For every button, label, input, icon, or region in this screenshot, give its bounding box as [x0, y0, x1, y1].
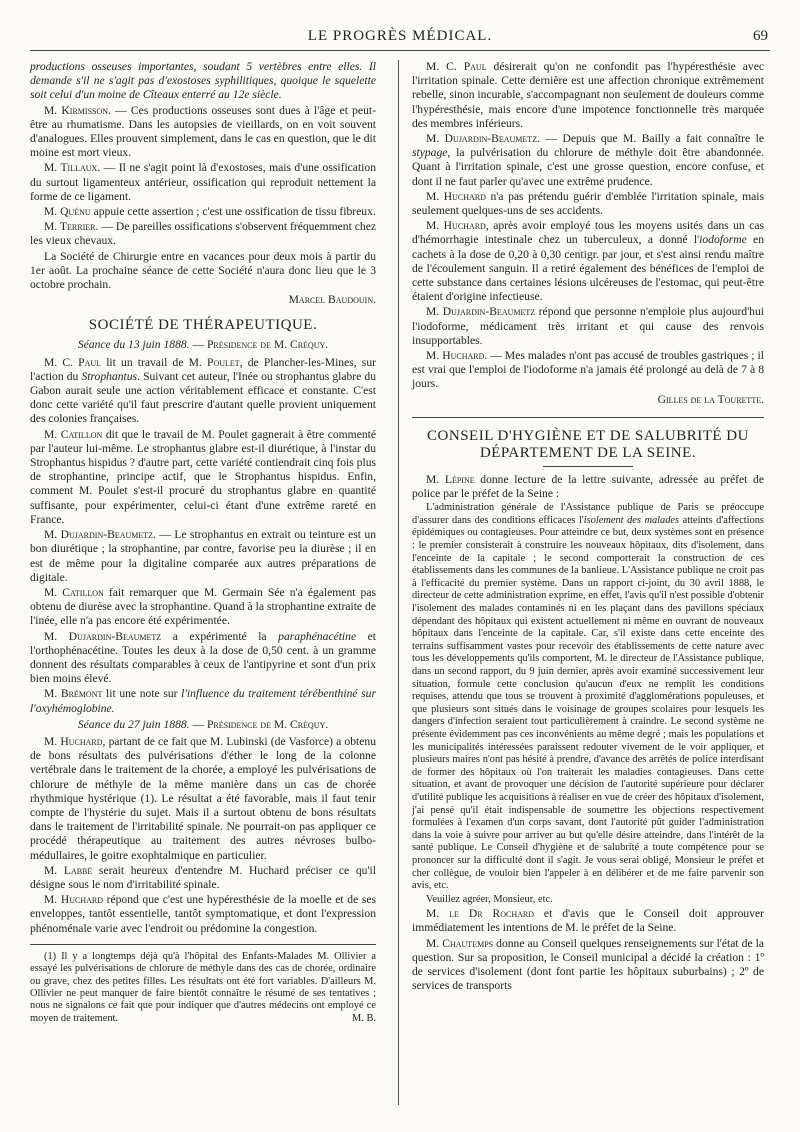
- paragraph: [30, 60, 376, 103]
- speaker-name: M. Chautemps: [426, 936, 494, 950]
- paragraph: [30, 528, 376, 585]
- speaker-name: M. Quénu: [44, 205, 91, 219]
- paragraph: [30, 250, 376, 293]
- speaker-name: M. Dujardin-Beaumetz: [426, 305, 536, 319]
- paragraph: [412, 907, 764, 935]
- running-head: [30, 28, 770, 51]
- meeting-president: — Présidence de M. Créquy.: [189, 338, 329, 352]
- speaker-name: M. Terrier.: [44, 220, 99, 234]
- right-column: [412, 60, 764, 995]
- paragraph-text: donne lecture de la lettre suivante, adressée au préfet de police par le préfet de la Seine :: [412, 472, 764, 501]
- journal-title: LE PROGRÈS MÉDICAL.: [307, 28, 493, 44]
- speaker-name: M. Lépine: [426, 472, 475, 486]
- footnote: [30, 951, 376, 1025]
- meeting-president: — Présidence de M. Créquy.: [189, 717, 329, 731]
- quoted-letter: [412, 502, 764, 906]
- paragraph-text: donne au Conseil quelques renseignements sur l'état de la question. Sur sa proposition, le Conseil municipal a décidé la création : 1º de services d'isolement (dont font partie les hôpitaux suburbains) ; 2º de services de transports: [412, 936, 765, 993]
- paragraph: [30, 220, 376, 248]
- paragraph: [412, 305, 764, 348]
- paragraph-text: , de Plancher-les-Mines, sur l'action du: [30, 355, 376, 383]
- paragraph-text: La Société de Chirurgie entre en vacances pour deux mois à partir du 1er août. La prochaine séance de cette Société n'aura donc lieu que le 3 octobre prochain.: [30, 249, 376, 292]
- paragraph: [412, 60, 764, 131]
- emphasis: isolement des malades: [583, 514, 680, 526]
- meeting-heading: [30, 718, 376, 732]
- speaker-name: M. Dujardin-Beaumetz.: [426, 132, 540, 146]
- paragraph-text: dit que le travail de M. Poulet gagnerait à être commenté par l'auteur lui-même. Le strophantus glabre est-il diurétique, à l'instar du Strophantus hispidus ? d'autre part, cette variété contiendrait cinq fois plus de strophantine, principe actif, que le Strophantus hispidus. Enfin, comment M. Poulet s'est-il procuré du strophantus glabre en quantité suffisante, pour expérimenter, celui-ci étant d'une extrême rareté en France.: [30, 427, 377, 526]
- person-name: M. Poulet: [188, 355, 240, 369]
- paragraph-text: et l'orthophénacétine. Toutes les deux à la dose de 0,50 cent. à un gramme donnent des résultats comparables à ceux de l'antipyrine et sont d'un prix bien moins élevé.: [30, 629, 377, 686]
- emphasis: l'influence du traitement térébenthiné sur l'oxyhémoglobine.: [30, 687, 376, 715]
- paragraph: [30, 893, 376, 936]
- letter-text: atteints d'affections épidémiques ou contagieuses. Pour atteindre ce but, deux systèmes sont en présence : le premier consisterait à construire les nouveaux hôpitaux, dits d'isolement, dans l'enceinte de la capitale ; le second comporterait la construction de ces établissements dans les communes de la banlieue. L'Assistance publique ne croit pas à l'efficacité du premier système. Dans un rapport ci-joint, du 30 avril 1888, le directeur de cette administration exprime, en effet, l'avis qu'il n'est possible d'obtenir l'isolement des malades contaminés ni en les plaçant dans des pavillons spéciaux dépendant des hôpitaux qui existent actuellement ni même en ouvrant de nouveaux hôpitaux dans l'enceinte de la capitale. Car, s'il existe dans cette enceinte des terrains suffisamment vastes pour recevoir des établissements de cette nature avec tous les développements qu'ils comportent, M. le directeur de l'Assistance publique, dans un second rapport, du 9 juin dernier, après avoir examiné successivement leur situation, formule cette conclusion qu'aucun d'eux ne remplit les conditions requises, attendu que tous se trouvent à proximité d'agglomérations populeuses, et que plusieurs sont situés dans le voisinage de groupes scolaires pour lesquels les dangers d'infection seraient tout particulièrement à craindre. Le second système ne présente évidemment pas ces inconvénients au même degré ; mais les populations et les municipalités intéressées paraissent redouter vivement de le voir appliquer, et plusieurs maires n'ont pas hésité à prendre, d'avance des arrêtés de police interdisant de former des hôpitaux où l'on traiterait les maladies contagieuses. Dans cette situation, et avant de provoquer une décision de l'autorité supérieure pour déclarer d'utilité publique les acquisitions à réaliser en vue de créer des hôpitaux d'isolement, j'ai pensé qu'il était indispensable de soumettre les objections respectivement formulées à l'examen d'un corps savant, dont l'autorité pût guider l'administration dans la voie à suivre pour arriver au but qu'elle désire atteindre, dans l'intérêt de la santé publique. Le Conseil d'hygiène et de salubrité a toute compétence pour se prononcer sur la difficulté dont il s'agit. Je vous serai obligé, Monsieur le préfet et cher collègue, de vouloir bien l'appeler à en délibérer et de me faire parvenir son avis, etc.: [412, 514, 764, 892]
- paragraph-text: a expérimenté la: [161, 629, 279, 643]
- paragraph: [30, 428, 376, 527]
- paragraph-text: — Le strophantus en extrait ou teinture est un bon diurétique ; la strophantine, par contre, favorise peu la diurèse ; il en est de même pour la digitaline comparée aux autres préparations de digitale.: [30, 528, 376, 584]
- letter-text: L'administration générale de l'Assistance publique de Paris se préoccupe d'assurer dans des conditions efficaces l': [412, 502, 764, 526]
- paragraph: [412, 349, 764, 392]
- speaker-name: M. Huchard: [426, 189, 486, 203]
- section-title: SOCIÉTÉ DE THÉRAPEUTIQUE.: [88, 317, 318, 334]
- signature: [412, 393, 764, 407]
- signature: [30, 293, 376, 307]
- letter-body: [412, 502, 764, 892]
- paragraph-text: désirerait qu'on ne confondit pas l'hypéresthésie avec l'irritation spinale. Cette dernière est une affection chronique extrêmement rebelle, sinon incurable, s'accompagnant non seulement de douleurs comme l'hypéresthésie, mais encore d'une impotence fonctionnelle très marquée des membres inférieurs.: [412, 60, 764, 130]
- paragraph: [30, 735, 376, 863]
- paragraph-text: — Il ne s'agit point là d'exostoses, mais d'une ossification du surtout ligamenteux antérieur, ossification qui reproduit nettement la forme de ce ligament.: [30, 161, 376, 203]
- footnote-divider: [30, 944, 376, 945]
- paragraph-text: . Suivant cet auteur, l'Inée ou strophantus glabre du Gabon aurait seule une action véritablement efficace et constante. C'est donc cette variété qu'il faut prescrire d'autant quelle provient uniquement des colonies françaises.: [30, 369, 376, 426]
- speaker-name: M. Brémont: [44, 687, 103, 701]
- paragraph-text: , partant de ce fait que M. Lubinski (de Vasforce) a obtenu de bons résultats des pulvérisations d'éther le long de la colonne vertébrale dans le traitement de la chorée, a employé les pulvérisations de chlorure de méthyle de la même manière dans un cas de chorée rhythmique hystérique (1). Le résultat a été favorable, mais il faut tenir compte de l'hystérie du sujet. Mais il a surtout obtenu de bons résultats dans le traitement de l'irritabilité spinale. Ne pourrait-on pas appliquer ce procédé thérapeutique au traitement des autres névroses bulbo-médullaires, le goitre exophtalmique en particulier.: [30, 734, 376, 862]
- left-column: [30, 60, 376, 1026]
- paragraph-text: — De pareilles ossifications s'observent fréquemment chez les vieux chevaux.: [30, 220, 376, 248]
- paragraph-text: lit une note sur: [102, 687, 182, 701]
- paragraph: [412, 473, 764, 501]
- paragraph-text: , la pulvérisation du chlorure de méthyle doit être abandonnée. Quant à l'irritation spinale, c'est une grosse question, encore confuse, et dont il ne faut parler qu'avec une extrême prudence.: [412, 146, 764, 188]
- paragraph-text: — Mes malades n'ont pas accusé de troubles gastriques ; il est vrai que l'emploi de l'iodoforme n'a jamais été prolongé au delà de 7 à 8 jours.: [412, 349, 764, 391]
- paragraph-text: fait remarquer que M. Germain Sée n'a également pas obtenu de diurèse avec la strophantine. Quand à la strophantine extraite de l'inée, elle n'a pas encore été expérimentée.: [30, 585, 376, 628]
- paragraph: [412, 132, 764, 189]
- paragraph-text: répond que c'est une hypéresthésie de la moelle et de ses enveloppes, tantôt essentielle, tantôt symptomatique, et dont l'expression phénoménale varie avec l'endroit ou prédomine la congestion.: [30, 893, 376, 935]
- paragraph: [412, 219, 764, 304]
- paragraph-text: serait heureux d'entendre M. Huchard préciser ce qu'il désigne sous le nom d'irritabilité spinale.: [30, 863, 376, 891]
- paragraph-text: — Ces productions osseuses sont dues à l'âge et peut-être au rhumatisme. Dans les autopsies de vieillards, on en voit souvent d'analogues. Elles prouvent simplement, dans le cas en question, que le dit moine est mort vieux.: [30, 103, 376, 160]
- emphasis: paraphénacétine: [278, 629, 357, 643]
- section-divider: [412, 417, 764, 418]
- speaker-name: M. C. Paul: [44, 355, 102, 369]
- paragraph: [30, 864, 376, 892]
- speaker-name: M. Kirmisson.: [44, 103, 111, 117]
- paragraph: [30, 104, 376, 161]
- speaker-name: M. Huchard: [44, 893, 103, 907]
- speaker-name: M. Dujardin-Beaumetz: [44, 629, 162, 643]
- speaker-name: M. Huchard: [426, 219, 486, 233]
- page-number: 69: [753, 28, 768, 44]
- paragraph-text: en cachets à la dose de 0,20 à 0,30 centigr. par jour, et s'est ainsi rendu maître de l'écoulement sanguin. Il a retiré également des bénéfices de l'emploi de cette substance dans certaines lésions ulcéreuses de l'estomac, qui peut-être étaient d'origine infectieuse.: [412, 233, 764, 304]
- speaker-name: M. C. Paul: [426, 60, 487, 73]
- speaker-name: M. Catillon: [44, 585, 104, 599]
- paragraph-text: et d'avis que le Conseil doit approuver immédiatement les intentions de M. le préfet de la Seine.: [412, 907, 764, 935]
- speaker-name: M. le Dr Rochard: [426, 907, 534, 921]
- title-underline: [543, 466, 633, 467]
- section-title: CONSEIL D'HYGIÈNE ET DE SALUBRITÉ DU DÉPARTEMENT DE LA SEINE.: [427, 427, 749, 461]
- paragraph-text: , après avoir employé tous les moyens usités dans un cas d'hémorrhagie intestinale chez un tuberculeux, a donné l': [412, 219, 764, 247]
- paragraph-text: répond que personne n'emploie plus aujourd'hui l'iodoforme, médicament très irritant et qui cause des renvois insupportables.: [412, 305, 764, 347]
- meeting-heading: [30, 338, 376, 352]
- paragraph: [30, 586, 376, 629]
- meeting-date: Séance du 13 juin 1888.: [77, 338, 190, 352]
- paragraph-text: n'a pas prétendu guérir d'emblée l'irritation spinale, mais seulement quelques-uns de ses accidents.: [412, 189, 764, 218]
- speaker-name: M. Huchard.: [426, 349, 488, 363]
- speaker-name: M. Labbé: [44, 863, 93, 877]
- paragraph: [30, 205, 376, 219]
- letter-closing: Veuillez agréer, Monsieur, etc.: [426, 893, 553, 905]
- paragraph: [30, 356, 376, 427]
- paragraph: [412, 190, 764, 218]
- speaker-name: M. Tillaux.: [44, 161, 101, 175]
- paragraph: [30, 630, 376, 687]
- emphasis: stypage: [412, 146, 448, 160]
- footnote-text: (1) Il y a longtemps déjà qu'à l'hôpital des Enfants-Malades M. Ollivier a essayé les pulvérisations de chlorure de méthyle dans des cas de chorée, ordinaire ou grave, chez des petites filles. Les résultats ont été fort variables. D'ailleurs M. Ollivier ne peut manquer de faire bientôt connaître le résumé de ses tentatives ; nous ne signalons ce fait que pour indiquer que d'autres médecins ont employé ce moyen de traitement.: [30, 950, 376, 1024]
- paragraph-text: productions osseuses importantes, soudant 5 vertèbres entre elles. Il demande s'il ne s'agit pas d'exostoses syphilitiques, quoique le squelette soit celui d'un moine de Cîteaux enterré au 12e siècle.: [30, 60, 376, 102]
- emphasis: Strophantus: [81, 369, 138, 383]
- paragraph: [412, 937, 764, 994]
- signature-text: Gilles de la Tourette.: [657, 392, 764, 406]
- footnote-signature: M. B.: [352, 1012, 376, 1024]
- paragraph-text: appuie cette assertion ; c'est une ossification de tissu fibreux.: [90, 205, 376, 219]
- speaker-name: M. Dujardin-Beaumetz.: [44, 528, 156, 542]
- paragraph-text: — Depuis que M. Bailly a fait connaître le: [539, 132, 764, 146]
- signature-text: Marcel Baudouin.: [288, 293, 376, 307]
- emphasis: iodoforme: [699, 233, 747, 247]
- speaker-name: M. Huchard: [44, 734, 103, 748]
- paragraph: [30, 687, 376, 715]
- paragraph-text: lit un travail de: [101, 355, 189, 369]
- meeting-date: Séance du 27 juin 1888.: [77, 717, 190, 731]
- speaker-name: M. Catillon: [44, 427, 103, 441]
- column-divider: [398, 60, 399, 1105]
- paragraph: [30, 161, 376, 204]
